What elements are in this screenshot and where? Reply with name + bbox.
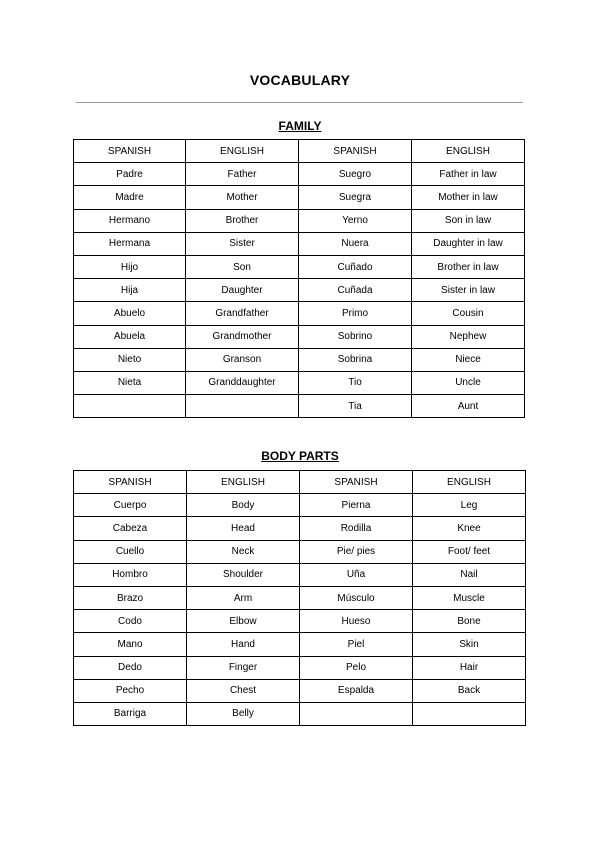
english-term-cell: Body [187, 494, 300, 517]
english-term-cell: Belly [187, 702, 300, 725]
english-term-cell: Foot/ feet [413, 540, 526, 563]
spanish-term-cell: Mano [74, 633, 187, 656]
spanish-term-cell: Barriga [74, 702, 187, 725]
english-term-cell: Leg [413, 494, 526, 517]
spanish-term-cell: Pie/ pies [300, 540, 413, 563]
table-row [74, 633, 526, 656]
column-header: ENGLISH [186, 140, 299, 163]
english-term-cell: Granddaughter [186, 371, 299, 394]
spanish-term-cell: Hombro [74, 563, 187, 586]
spanish-term-cell: Nieto [74, 348, 186, 371]
spanish-term-cell: Hija [74, 279, 186, 302]
spanish-term-cell: Suegra [299, 186, 412, 209]
english-term-cell [413, 702, 526, 725]
table-row [74, 586, 526, 609]
table-row [74, 610, 526, 633]
spanish-term-cell: Tia [299, 395, 412, 418]
spanish-term-cell: Madre [74, 186, 186, 209]
english-term-cell: Sister in law [412, 279, 525, 302]
body-parts-vocabulary-table [73, 470, 526, 726]
english-term-cell: Mother in law [412, 186, 525, 209]
spanish-term-cell: Suegro [299, 163, 412, 186]
spanish-term-cell: Codo [74, 610, 187, 633]
table-header-row [74, 471, 526, 494]
english-term-cell: Finger [187, 656, 300, 679]
english-term-cell: Uncle [412, 371, 525, 394]
table-row [74, 702, 526, 725]
spanish-term-cell: Músculo [300, 586, 413, 609]
english-term-cell: Daughter in law [412, 232, 525, 255]
spanish-term-cell: Pecho [74, 679, 187, 702]
title-divider [76, 102, 523, 103]
english-term-cell: Sister [186, 232, 299, 255]
english-term-cell: Son [186, 255, 299, 278]
spanish-term-cell: Pierna [300, 494, 413, 517]
spanish-term-cell: Cabeza [74, 517, 187, 540]
family-vocabulary-table [73, 139, 525, 418]
english-term-cell: Brother in law [412, 255, 525, 278]
body-parts-section-title: BODY PARTS [261, 449, 339, 463]
spanish-term-cell: Hermano [74, 209, 186, 232]
english-term-cell: Skin [413, 633, 526, 656]
english-term-cell: Granson [186, 348, 299, 371]
page-title: VOCABULARY [249, 72, 351, 88]
english-term-cell: Hand [187, 633, 300, 656]
table-row [74, 302, 525, 325]
english-term-cell: Bone [413, 610, 526, 633]
table-row [74, 232, 525, 255]
english-term-cell: Head [187, 517, 300, 540]
table-row [74, 209, 525, 232]
english-term-cell: Grandmother [186, 325, 299, 348]
table-header-row [74, 140, 525, 163]
table-row [74, 494, 526, 517]
spanish-term-cell: Primo [299, 302, 412, 325]
spanish-term-cell: Hijo [74, 255, 186, 278]
table-row [74, 371, 525, 394]
english-term-cell: Father [186, 163, 299, 186]
english-term-cell: Mother [186, 186, 299, 209]
column-header: ENGLISH [412, 140, 525, 163]
spanish-term-cell: Brazo [74, 586, 187, 609]
spanish-term-cell [74, 395, 186, 418]
spanish-term-cell: Tio [299, 371, 412, 394]
column-header: SPANISH [74, 471, 187, 494]
family-section-title: FAMILY [278, 119, 322, 133]
spanish-term-cell: Abuelo [74, 302, 186, 325]
column-header: SPANISH [300, 471, 413, 494]
spanish-term-cell: Espalda [300, 679, 413, 702]
column-header: SPANISH [299, 140, 412, 163]
spanish-term-cell: Pelo [300, 656, 413, 679]
english-term-cell: Son in law [412, 209, 525, 232]
table-row [74, 563, 526, 586]
english-term-cell: Grandfather [186, 302, 299, 325]
table-row [74, 517, 526, 540]
english-term-cell: Back [413, 679, 526, 702]
column-header: ENGLISH [187, 471, 300, 494]
english-term-cell: Arm [187, 586, 300, 609]
spanish-term-cell: Cuñada [299, 279, 412, 302]
spanish-term-cell: Piel [300, 633, 413, 656]
english-term-cell: Muscle [413, 586, 526, 609]
english-term-cell: Nephew [412, 325, 525, 348]
spanish-term-cell [300, 702, 413, 725]
table-row [74, 656, 526, 679]
table-row [74, 163, 525, 186]
english-term-cell: Aunt [412, 395, 525, 418]
english-term-cell: Elbow [187, 610, 300, 633]
table-row [74, 395, 525, 418]
table-row [74, 325, 525, 348]
english-term-cell: Hair [413, 656, 526, 679]
table-row [74, 540, 526, 563]
spanish-term-cell: Abuela [74, 325, 186, 348]
english-term-cell: Chest [187, 679, 300, 702]
table-row [74, 186, 525, 209]
table-row [74, 255, 525, 278]
column-header: ENGLISH [413, 471, 526, 494]
english-term-cell: Daughter [186, 279, 299, 302]
table-row [74, 279, 525, 302]
english-term-cell [186, 395, 299, 418]
spanish-term-cell: Cuerpo [74, 494, 187, 517]
spanish-term-cell: Dedo [74, 656, 187, 679]
english-term-cell: Brother [186, 209, 299, 232]
spanish-term-cell: Cuñado [299, 255, 412, 278]
spanish-term-cell: Sobrino [299, 325, 412, 348]
english-term-cell: Neck [187, 540, 300, 563]
english-term-cell: Niece [412, 348, 525, 371]
spanish-term-cell: Rodilla [300, 517, 413, 540]
english-term-cell: Father in law [412, 163, 525, 186]
table-row [74, 679, 526, 702]
table-row [74, 348, 525, 371]
spanish-term-cell: Yerno [299, 209, 412, 232]
column-header: SPANISH [74, 140, 186, 163]
spanish-term-cell: Uña [300, 563, 413, 586]
spanish-term-cell: Hueso [300, 610, 413, 633]
english-term-cell: Knee [413, 517, 526, 540]
english-term-cell: Shoulder [187, 563, 300, 586]
spanish-term-cell: Nieta [74, 371, 186, 394]
spanish-term-cell: Nuera [299, 232, 412, 255]
spanish-term-cell: Sobrina [299, 348, 412, 371]
english-term-cell: Cousin [412, 302, 525, 325]
spanish-term-cell: Cuello [74, 540, 187, 563]
spanish-term-cell: Padre [74, 163, 186, 186]
spanish-term-cell: Hermana [74, 232, 186, 255]
english-term-cell: Nail [413, 563, 526, 586]
